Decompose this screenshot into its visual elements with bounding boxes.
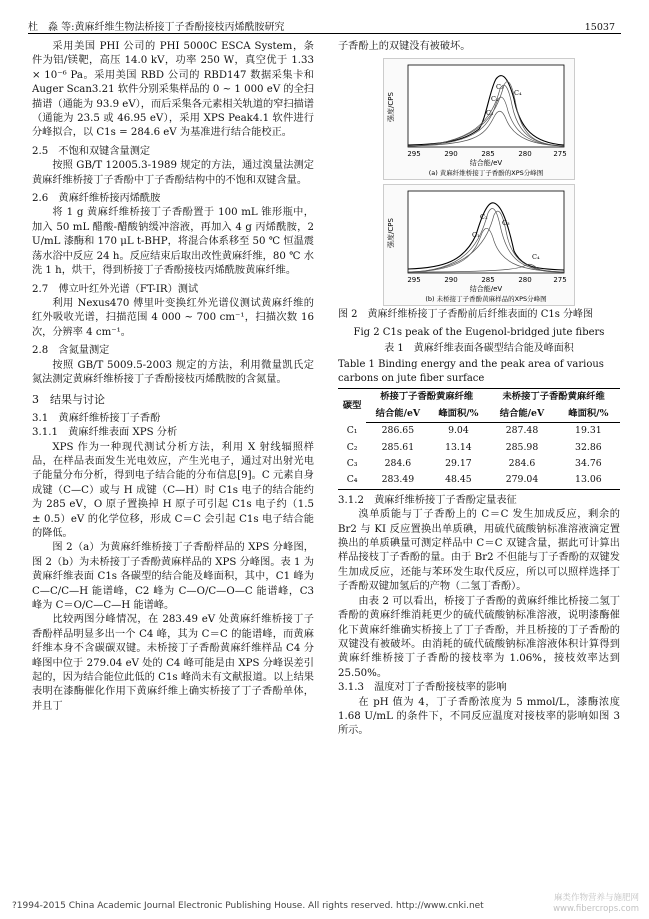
x-tick: 275 xyxy=(553,276,567,285)
paragraph-2-8: 按照 GB/T 5009.5-2003 规定的方法，利用微量凯氏定氮法测定黄麻纤维桥接丁子香酚接枝丙烯酰胺的含氮量。 xyxy=(32,359,314,385)
cell-type: C₁ xyxy=(346,424,358,436)
paragraph-continued: 子香酚上的双键没有被破坏。 xyxy=(338,41,471,52)
table-row xyxy=(338,472,620,489)
peak-label-c1: C₁ xyxy=(486,109,494,118)
peak-label-c3: C₃ xyxy=(502,219,510,228)
cell-area-unbridged: 32.86 xyxy=(575,441,602,453)
cell-be-unbridged: 284.6 xyxy=(508,458,536,470)
cell-area-unbridged: 13.06 xyxy=(557,472,620,489)
y-axis-label: 强度/CPS xyxy=(387,92,395,123)
paragraph-2-6: 将 1 g 黄麻纤维桥接丁子香酚置于 100 mL 锥形瓶中，加入 50 mL 醋酸-醋酸钠缓冲溶液，再加入 4 g 丙烯酰胺，2 U/mL 漆酶和 170 μL t-BHP，将混合体系移至 50 ℃ 恒温震荡水浴中反应 24 h。反应结束后取出改性黄麻纤维，80 ℃ 水洗 1 h，烘干，得到桥接丁子香酚接枝丙烯酰胺黄麻纤维。 xyxy=(32,207,314,277)
cell-be-bridged: 285.61 xyxy=(381,441,415,453)
peak-label-c4: C₄ xyxy=(514,89,522,98)
col-header-peak-area: 峰面积/% xyxy=(557,406,620,423)
x-axis-label: 结合能/eV xyxy=(469,285,503,294)
x-tick: 295 xyxy=(407,276,421,285)
header-rule xyxy=(28,33,621,34)
table-row xyxy=(338,440,620,456)
x-tick: 280 xyxy=(518,150,532,159)
x-tick: 290 xyxy=(444,150,458,159)
cell-type: C₄ xyxy=(338,472,366,489)
paragraph-3-1-1a: XPS 作为一种现代测试分析方法，利用 X 射线辐照样品，在样品表面发生光电效应，产生光电子，通过对出射光电子能量分布分析，得到电子结合能的分布信息[9]。C 元素自身成键（C—C）或与 H 成键（C—H）时 C1s 电子的结合能约为 285 eV，O 原子置换掉 H 原子可引起 C1s 电子约（1.5 ± 0.5）eV 的化学位移，形成 C＝C 会引起 C1s 电子结合能的降低。 xyxy=(32,441,314,539)
cell-be-bridged: 284.6 xyxy=(384,458,412,470)
col-header-binding-energy: 结合能/eV xyxy=(487,406,556,423)
paragraph-3-1-2a: 溴单质能与丁子香酚上的 C＝C 发生加成反应，剩余的 Br2 与 KI 反应置换出单质碘，用硫代硫酸钠标准溶液滴定置换出的单质碘量可测定样品中 C＝C 双键含量，据此可计算出样品接枝丁子香酚的量。由于 Br2 不但能与丁子香酚的双键发生加成反应，还能与苯环发生取代反应，所以可以照样选择丁子香酚双键加氢后的产物（二氢丁香酚）。 xyxy=(338,509,620,593)
cell-area-unbridged: 34.76 xyxy=(575,458,602,470)
xps-figure-panel-a xyxy=(383,58,575,180)
figure-2-caption-en: Fig 2 C1s peak of the Eugenol-bridged jute fibers xyxy=(353,327,605,339)
panel-b-caption: (b) 未桥接丁子香酚黄麻样品的XPS分峰图 xyxy=(425,295,547,304)
cell-be-unbridged: 285.98 xyxy=(505,441,539,453)
paragraph-xps-conditions: 采用美国 PHI 公司的 PHI 5000C ESCA System，条件为铝/镁靶，高压 14.0 kV，功率 250 W，真空优于 1.33 × 10⁻⁶ Pa。采用美国 RBD 公司的 RBD147 数据采集卡和 Auger Scan3.21 软件分别采集样品的 0 ~ 1 000 eV 的全扫描谱（通能为 93.9 eV），而后采集各元素相关轨道的窄扫描谱（通能为 23.5 或 46.95 eV），采用 XPS Peak4.1 软件进行分峰拟合，以 C1s = 284.6 eV 为基准进行结合能校正。 xyxy=(32,41,314,139)
col-header-binding-energy: 结合能/eV xyxy=(366,406,429,423)
paragraph-3-1-2b: 由表 2 可以看出，桥接丁子香酚的黄麻纤维比桥接二氢丁香酚的黄麻纤维消耗更少的硫代硫酸钠标准溶液，说明漆酶催化下黄麻纤维确实桥接上了丁子香酚，并且桥接的丁子香酚的双键没有被破坏。由消耗的硫代硫酸钠标准溶液体积计算得到黄麻纤维桥接丁子香酚的接枝率为 1.06%，接枝效率达到 25.50%。 xyxy=(338,595,620,679)
cell-type: C₂ xyxy=(346,441,358,453)
right-column xyxy=(338,40,620,739)
section-3-heading: 3 结果与讨论 xyxy=(32,393,105,407)
cell-area-bridged: 29.17 xyxy=(445,458,472,470)
section-3-1-heading: 3.1 黄麻纤维桥接丁子香酚 xyxy=(32,412,161,424)
section-2-6-heading: 2.6 黄麻纤维桥接丙烯酰胺 xyxy=(32,193,161,205)
running-title: 杜 淼 等:黄麻纤维生物法桥接丁子香酚接枝丙烯酰胺研究 xyxy=(28,22,285,33)
paragraph-3-1-3: 在 pH 值为 4，丁子香酚浓度为 5 mmol/L，漆酶浓度 1.68 U/mL 的条件下，不同反应温度对接枝率的影响如图 3 所示。 xyxy=(338,696,620,737)
cell-area-bridged: 9.04 xyxy=(448,425,469,437)
table-1-caption-en: Table 1 Binding energy and the peak area of various carbons on jute fiber surface xyxy=(338,359,604,385)
panel-a-caption: (a) 黄麻纤维桥接丁子香酚的XPS分峰图 xyxy=(428,169,544,178)
x-tick: 285 xyxy=(481,150,495,159)
table-row xyxy=(338,423,620,440)
section-2-7-heading: 2.7 傅立叶红外光谱（FT-IR）测试 xyxy=(32,283,199,295)
cell-area-unbridged: 19.31 xyxy=(575,425,602,437)
cell-be-unbridged: 279.04 xyxy=(487,472,556,489)
x-axis-label: 结合能/eV xyxy=(469,159,503,168)
peak-label-c2: C₂ xyxy=(480,213,488,222)
cell-be-bridged: 283.49 xyxy=(366,472,429,489)
cell-be-unbridged: 287.48 xyxy=(505,425,539,437)
peak-label-c2: C₂ xyxy=(491,95,499,104)
col-header-peak-area: 峰面积/% xyxy=(430,406,488,423)
paragraph-2-7: 利用 Nexus470 傅里叶变换红外光谱仪测试黄麻纤维的红外吸收光谱，扫描范围 4 000 ~ 700 cm⁻¹，扫描次数 16 次，分辨率 4 cm⁻¹。 xyxy=(32,297,314,338)
y-axis-label: 强度/CPS xyxy=(387,218,395,249)
binding-energy-table xyxy=(338,388,620,489)
left-column xyxy=(32,40,314,714)
section-2-8-heading: 2.8 含氮量测定 xyxy=(32,345,110,357)
site-watermark xyxy=(553,893,639,915)
col-header-type: 碳型 xyxy=(338,389,366,423)
figure-2-caption-zh: 图 2 黄麻纤维桥接丁子香酚前后纤维表面的 C1s 分峰图 xyxy=(338,309,594,321)
cell-type: C₃ xyxy=(346,458,358,470)
page-number: 15037 xyxy=(584,22,615,33)
x-tick: 280 xyxy=(518,276,532,285)
section-3-1-1-heading: 3.1.1 黄麻纤维表面 XPS 分析 xyxy=(32,427,178,439)
cell-be-bridged: 286.65 xyxy=(381,425,415,437)
section-2-5-heading: 2.5 不饱和双键含量测定 xyxy=(32,145,151,157)
watermark-line: 麻类作物营养与施肥网 xyxy=(553,893,639,903)
paragraph-3-1-1b: 图 2（a）为黄麻纤维桥接丁子香酚样品的 XPS 分峰图，图 2（b）为未桥接丁子香酚黄麻样品的 XPS 分峰图。表 1 为黄麻纤维表面 C1s 各碳型的结合能及峰面积，其中，C1 峰为 C—C/C—H 能谱峰，C2 峰为 C—O/C—O—C 能谱峰，C3 峰为 C＝O/C—C—H 能谱峰。 xyxy=(32,542,314,612)
group-header-unbridged: 未桥接丁子香酚黄麻纤维 xyxy=(487,389,620,406)
group-header-bridged: 桥接丁子香酚黄麻纤维 xyxy=(366,389,487,406)
peak-label-c1: C₁ xyxy=(472,231,480,240)
paragraph-2-5: 按照 GB/T 12005.3-1989 规定的方法，通过溴量法测定黄麻纤维桥接丁子香酚中丁子香酚结构中的不饱和双键含量。 xyxy=(32,160,314,186)
peak-label-c3: C₃ xyxy=(496,83,504,92)
x-tick: 275 xyxy=(553,150,567,159)
x-tick: 295 xyxy=(407,150,421,159)
section-3-1-3-heading: 3.1.3 温度对丁子香酚接枝率的影响 xyxy=(338,682,507,694)
cell-area-bridged: 48.45 xyxy=(430,472,488,489)
table-row xyxy=(338,456,620,472)
watermark-line: www.fibercrops.com xyxy=(553,904,639,914)
x-tick: 285 xyxy=(481,276,495,285)
copyright-footer: ?1994-2015 China Academic Journal Electronic Publishing House. All rights reserved. http://www.cnki.net xyxy=(12,901,484,911)
table-1-caption-zh: 表 1 黄麻纤维表面各碳型结合能及峰面积 xyxy=(384,343,574,355)
cell-area-bridged: 13.14 xyxy=(445,441,472,453)
xps-figure-panel-b xyxy=(383,184,575,306)
paragraph-3-1-1c: 比较两图分峰情况，在 283.49 eV 处黄麻纤维桥接丁子香酚样品明显多出一个 C4 峰，其为 C＝C 的能谱峰，而黄麻纤维本身不含碳碳双键。未桥接丁子香酚黄麻纤维样品 C4 分峰图中位于 279.04 eV 处的 C4 峰可能是由 XPS 分峰误差引起的，因为结合能位此低的 C1s 峰尚未有文献报道。以上结果表明在漆酶催化作用下黄麻纤维上确实桥接了丁子香酚单体，并且丁 xyxy=(32,614,314,712)
section-3-1-2-heading: 3.1.2 黄麻纤维桥接丁子香酚定量表征 xyxy=(338,494,517,506)
peak-label-c4: C₄ xyxy=(532,253,540,262)
x-tick: 290 xyxy=(444,276,458,285)
